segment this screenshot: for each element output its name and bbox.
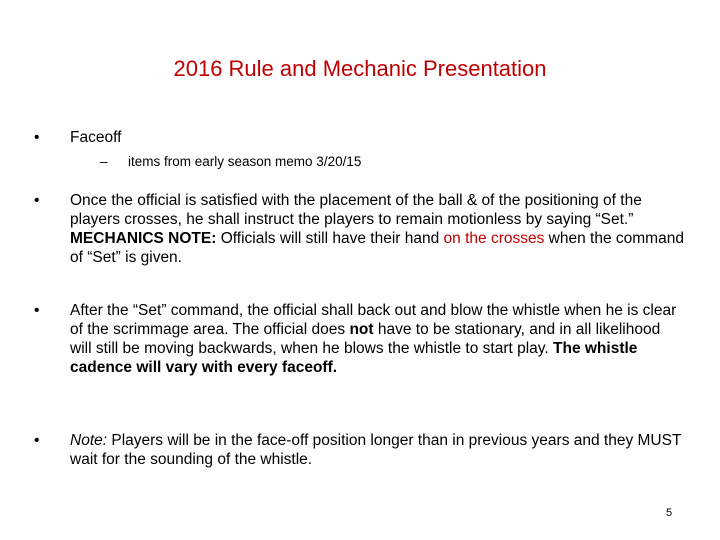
bullet-dot: • bbox=[34, 192, 40, 209]
text-run: Officials will still have their hand bbox=[216, 230, 444, 247]
text-run: Players will be in the face-off position longer than in previous years and they MUST wait for the sounding of the whistle. bbox=[70, 432, 682, 468]
sub-bullet-text: items from early season memo 3/20/15 bbox=[128, 154, 362, 169]
text-run: After the “Set” command, the official shall back out and blow the whistle when he is clear of the scrimmage area. The official does bbox=[70, 302, 677, 338]
text-run: Once the official is satisfied with the placement of the ball & of the positioning of the players crosses, he shall instruct the players to remain motionless by saying “Set.” bbox=[70, 192, 642, 228]
highlight-text: on the crosses bbox=[443, 230, 545, 247]
bullet-text: Faceoff bbox=[70, 129, 122, 146]
slide-title: 2016 Rule and Mechanic Presentation bbox=[173, 56, 547, 81]
text-run: have to be stationary, and in all likelihood will still be moving backwards, when he blows the whistle to start play. bbox=[70, 321, 661, 357]
bullet-dot: • bbox=[34, 129, 40, 146]
page-number: 5 bbox=[666, 507, 673, 519]
bullet-dot: • bbox=[34, 432, 40, 449]
bullet-text bbox=[70, 301, 684, 377]
sub-bullet-dash: – bbox=[100, 154, 108, 169]
bullet-dot: • bbox=[34, 302, 40, 319]
emphasis-cadence: The whistle cadence will vary with every faceoff. bbox=[70, 340, 638, 376]
bullet-faceoff bbox=[34, 128, 684, 147]
bullet-text bbox=[70, 431, 684, 469]
emphasis-not: not bbox=[349, 321, 374, 338]
bullet-set-command bbox=[34, 191, 684, 267]
text-run: when the command of “Set” is given. bbox=[70, 230, 684, 266]
bullet-whistle bbox=[34, 301, 684, 377]
bullet-note bbox=[34, 431, 684, 469]
mechanics-note-label: MECHANICS NOTE: bbox=[70, 230, 217, 247]
sub-bullet-memo bbox=[100, 153, 660, 170]
note-label: Note: bbox=[70, 432, 108, 449]
bullet-text bbox=[70, 191, 684, 267]
